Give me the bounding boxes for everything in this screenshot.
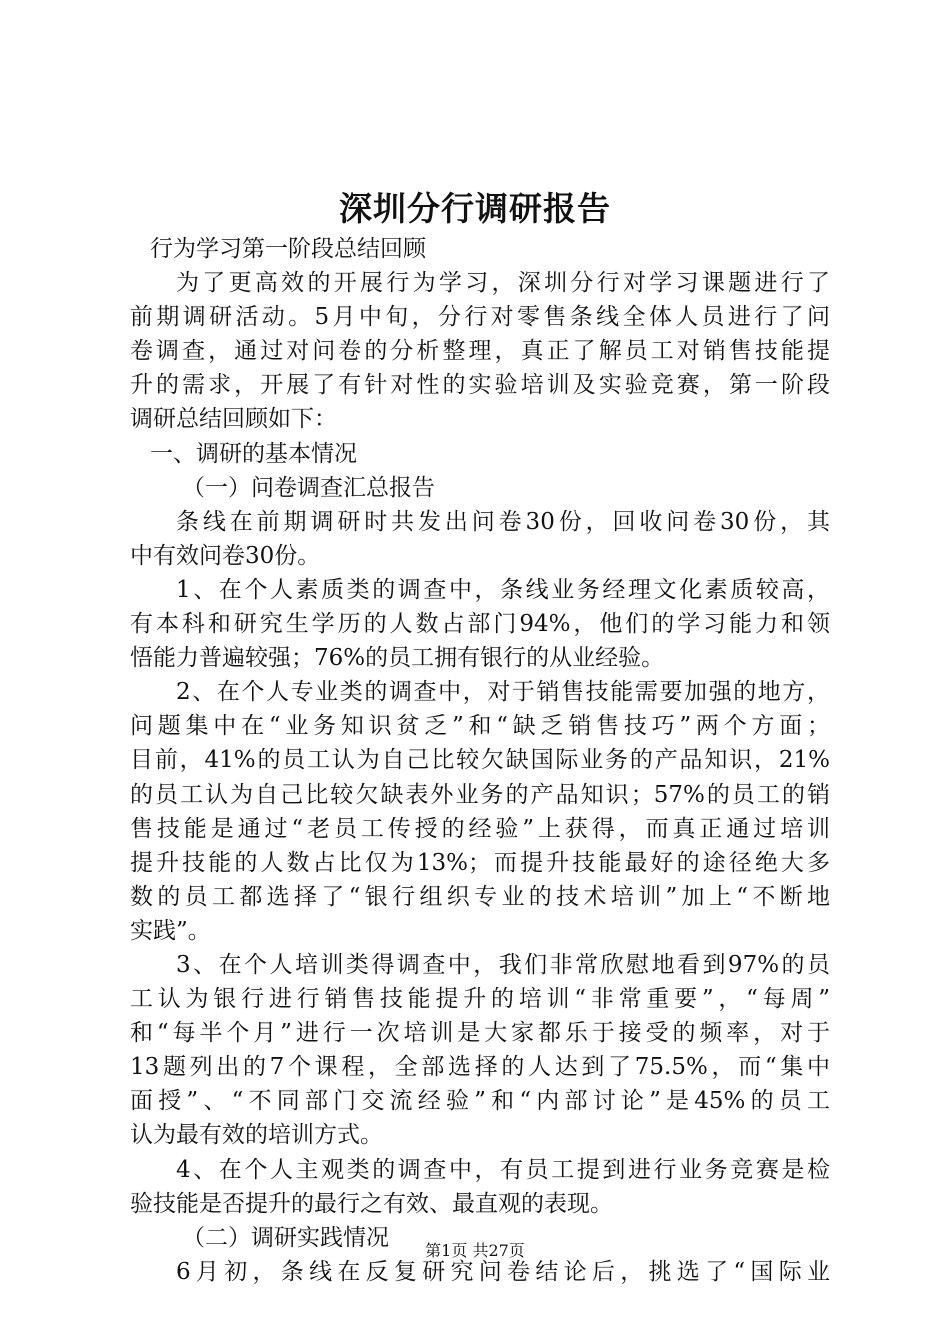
text-line: 工认为银行进行销售技能提升的培训“非常重要”，“每周” (130, 986, 830, 1013)
page-number: 第1页 共27页 (425, 1241, 525, 1260)
text-line: 3、在个人培训类得调查中，我们非常欣慰地看到97%的员 (176, 951, 830, 978)
document-body (130, 232, 830, 1289)
document-title: 深圳分行调研报告 (339, 189, 611, 228)
text-line: 1、在个人素质类的调查中，条线业务经理文化素质较高， (176, 576, 830, 603)
text-line: 条线在前期调研时共发出问卷30份，回收问卷30份，其 (176, 508, 830, 535)
text-line: 卷调查，通过对问卷的分析整理，真正了解员工对销售技能提 (130, 338, 830, 365)
text-line: 面授”、“不同部门交流经验”和“内部讨论”是45%的员工 (130, 1088, 830, 1115)
text-line: 认为最有效的培训方式。 (130, 1122, 383, 1149)
text-line: （二）调研实践情况 (182, 1224, 389, 1251)
text-line: 一、调研的基本情况 (150, 440, 357, 467)
text-line: 6月初，条线在反复研究问卷结论后，挑选了“国际业 (176, 1258, 830, 1285)
text-line: 悟能力普遍较强；76%的员工拥有银行的从业经验。 (130, 645, 665, 672)
text-line: 售技能是通过“老员工传授的经验”上获得，而真正通过培训 (130, 815, 830, 842)
text-line: 问题集中在“业务知识贫乏”和“缺乏销售技巧”两个方面； (130, 713, 830, 740)
text-line: 数的员工都选择了“银行组织专业的技术培训”加上“不断地 (130, 883, 830, 910)
text-line: 前期调研活动。5月中旬，分行对零售条线全体人员进行了问 (130, 304, 830, 331)
text-line: 目前，41%的员工认为自己比较欠缺国际业务的产品知识，21% (130, 747, 830, 774)
text-line: 行为学习第一阶段总结回顾 (150, 236, 426, 262)
text-line: 4、在个人主观类的调查中，有员工提到进行业务竞赛是检 (176, 1156, 830, 1183)
text-line: 实践”。 (130, 917, 211, 944)
text-line: 调研总结回顾如下： (130, 406, 337, 433)
text-line: 和“每半个月”进行一次培训是大家都乐于接受的频率，对于 (130, 1020, 830, 1047)
text-line: 的员工认为自己比较欠缺表外业务的产品知识；57%的员工的销 (130, 781, 830, 808)
text-line: （一）问卷调查汇总报告 (182, 474, 435, 501)
text-line: 为了更高效的开展行为学习，深圳分行对学习课题进行了 (176, 270, 830, 297)
text-line: 2、在个人专业类的调查中，对于销售技能需要加强的地方， (176, 679, 830, 706)
text-line: 升的需求，开展了有针对性的实验培训及实验竞赛，第一阶段 (130, 372, 830, 399)
text-line: 中有效问卷30份。 (130, 542, 321, 569)
text-line: 13题列出的7个课程，全部选择的人达到了75.5%，而“集中 (130, 1054, 830, 1081)
text-line: 验技能是否提升的最行之有效、最直观的表现。 (130, 1190, 613, 1217)
text-line: 提升技能的人数占比仅为13%；而提升技能最好的途径绝大多 (130, 849, 830, 876)
text-line: 有本科和研究生学历的人数占部门94%，他们的学习能力和领 (130, 611, 830, 638)
